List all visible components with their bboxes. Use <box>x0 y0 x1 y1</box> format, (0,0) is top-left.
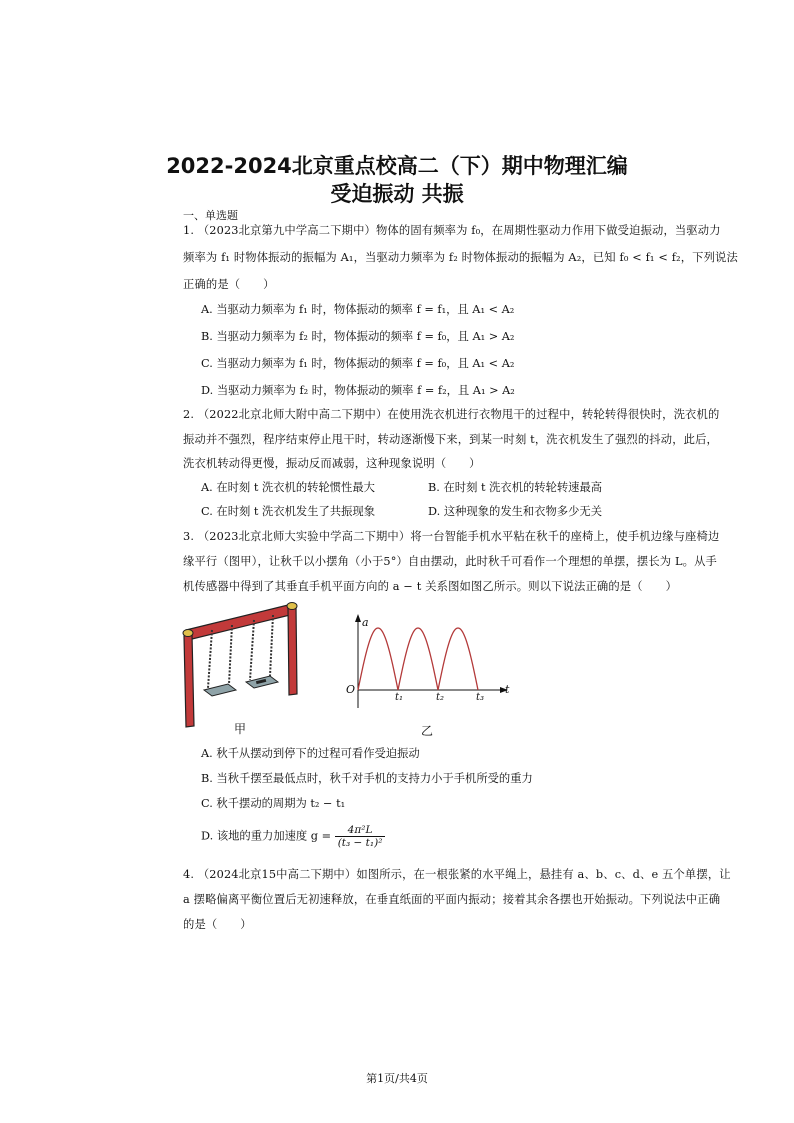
graph-t3-label: t₃ <box>476 692 485 703</box>
figure-yi-label: 乙 <box>421 724 434 738</box>
y-axis-arrow <box>355 614 361 622</box>
figure-jia-label: 甲 <box>234 722 247 736</box>
swing-right-post <box>288 606 297 695</box>
swing-figure <box>180 598 305 730</box>
q1-line-2: 频率为 f₁ 时物体振动的振幅为 A₁，当驱动力频率为 f₂ 时物体振动的振幅为 A₂，已知 f₀ < f₁ < f₂，下列说法 <box>183 251 738 264</box>
q2-option-b: B. 在时刻 t 洗衣机的转轮转速最高 <box>428 481 603 494</box>
swing-chain-2 <box>229 625 232 684</box>
swing-chain-1 <box>208 630 212 688</box>
graph-y-label: a <box>362 616 369 629</box>
q3-line-3: 机传感器中得到了其垂直手机平面方向的 a − t 关系图如图乙所示。则以下说法正确的是（ ） <box>183 580 678 593</box>
swing-seat-1 <box>204 684 236 696</box>
graph-x-label: t <box>505 683 510 696</box>
graph-t2-label: t₂ <box>436 692 445 703</box>
acceleration-curve <box>358 628 478 690</box>
q2-option-d: D. 这种现象的发生和衣物多少无关 <box>428 505 602 518</box>
q3-line-2: 缘平行（图甲），让秋千以小摆角（小于5°）自由摆动，此时秋千可看作一个理想的单摆，摆长为 L。从手 <box>183 555 717 568</box>
swing-chain-4 <box>270 615 273 676</box>
q3-option-c: C. 秋千摆动的周期为 t₂ − t₁ <box>201 797 346 810</box>
swing-right-cap <box>287 603 297 610</box>
q3-option-d-fraction <box>335 824 386 849</box>
graph-origin-label: O <box>346 683 356 696</box>
page-footer: 第1页/共4页 <box>366 1072 428 1085</box>
q1-option-a: A. 当驱动力频率为 f₁ 时，物体振动的频率 f = f₁，且 A₁ < A₂ <box>201 303 515 316</box>
fraction-denominator: (t₃ − t₁)² <box>337 837 383 849</box>
q1-line-3: 正确的是（ ） <box>183 278 275 291</box>
q2-line-1: 2. （2022北京北师大附中高二下期中）在使用洗衣机进行衣物甩干的过程中，转轮转得很快时，洗衣机的 <box>183 408 720 421</box>
q4-line-3: 的是（ ） <box>183 918 252 931</box>
doc-title: 2022-2024北京重点校高二（下）期中物理汇编 <box>166 154 628 178</box>
q3-option-b: B. 当秋千摆至最低点时，秋千对手机的支持力小于手机所受的重力 <box>201 772 533 785</box>
q4-line-2: a 摆略偏离平衡位置后无初速释放，在垂直纸面的平面内振动；接着其余各摆也开始振动。下列说法中正确 <box>183 893 721 906</box>
q4-line-1: 4. （2024北京15中高二下期中）如图所示，在一根张紧的水平绳上，悬挂有 a、b、c、d、e 五个单摆，让 <box>183 868 731 881</box>
q3-line-1: 3. （2023北京北师大实验中学高二下期中）将一台智能手机水平粘在秋千的座椅上，使手机边缘与座椅边 <box>183 530 720 543</box>
q1-option-b: B. 当驱动力频率为 f₂ 时，物体振动的频率 f = f₀，且 A₁ > A₂ <box>201 330 515 343</box>
swing-top-beam <box>186 604 294 640</box>
q3-option-d-text: D. 该地的重力加速度 g = <box>201 829 332 843</box>
swing-chain-3 <box>250 620 254 680</box>
swing-left-post <box>184 634 194 727</box>
q3-option-d <box>201 824 385 849</box>
q2-line-2: 振动并不强烈，程序结束停止甩干时，转动逐渐慢下来，到某一时刻 t，洗衣机发生了强烈的抖动，此后， <box>183 433 718 446</box>
graph-t1-label: t₁ <box>395 692 404 703</box>
doc-subtitle: 受迫振动 共振 <box>330 182 464 206</box>
q1-line-1: 1. （2023北京第九中学高二下期中）物体的固有频率为 f₀，在周期性驱动力作用下做受迫振动，当驱动力 <box>183 224 721 237</box>
section-heading: 一、单选题 <box>183 209 238 222</box>
q2-line-3: 洗衣机转动得更慢，振动反而减弱，这种现象说明（ ） <box>183 457 481 470</box>
q1-option-c: C. 当驱动力频率为 f₁ 时，物体振动的频率 f = f₀，且 A₁ < A₂ <box>201 357 515 370</box>
q2-option-c: C. 在时刻 t 洗衣机发生了共振现象 <box>201 505 376 518</box>
fraction-numerator: 4π²L <box>335 824 386 837</box>
q1-option-d: D. 当驱动力频率为 f₂ 时，物体振动的频率 f = f₂，且 A₁ > A₂ <box>201 384 515 397</box>
q2-option-a: A. 在时刻 t 洗衣机的转轮惯性最大 <box>201 481 375 494</box>
q3-option-a: A. 秋千从摆动到停下的过程可看作受迫振动 <box>201 747 420 760</box>
swing-left-cap <box>183 630 193 637</box>
